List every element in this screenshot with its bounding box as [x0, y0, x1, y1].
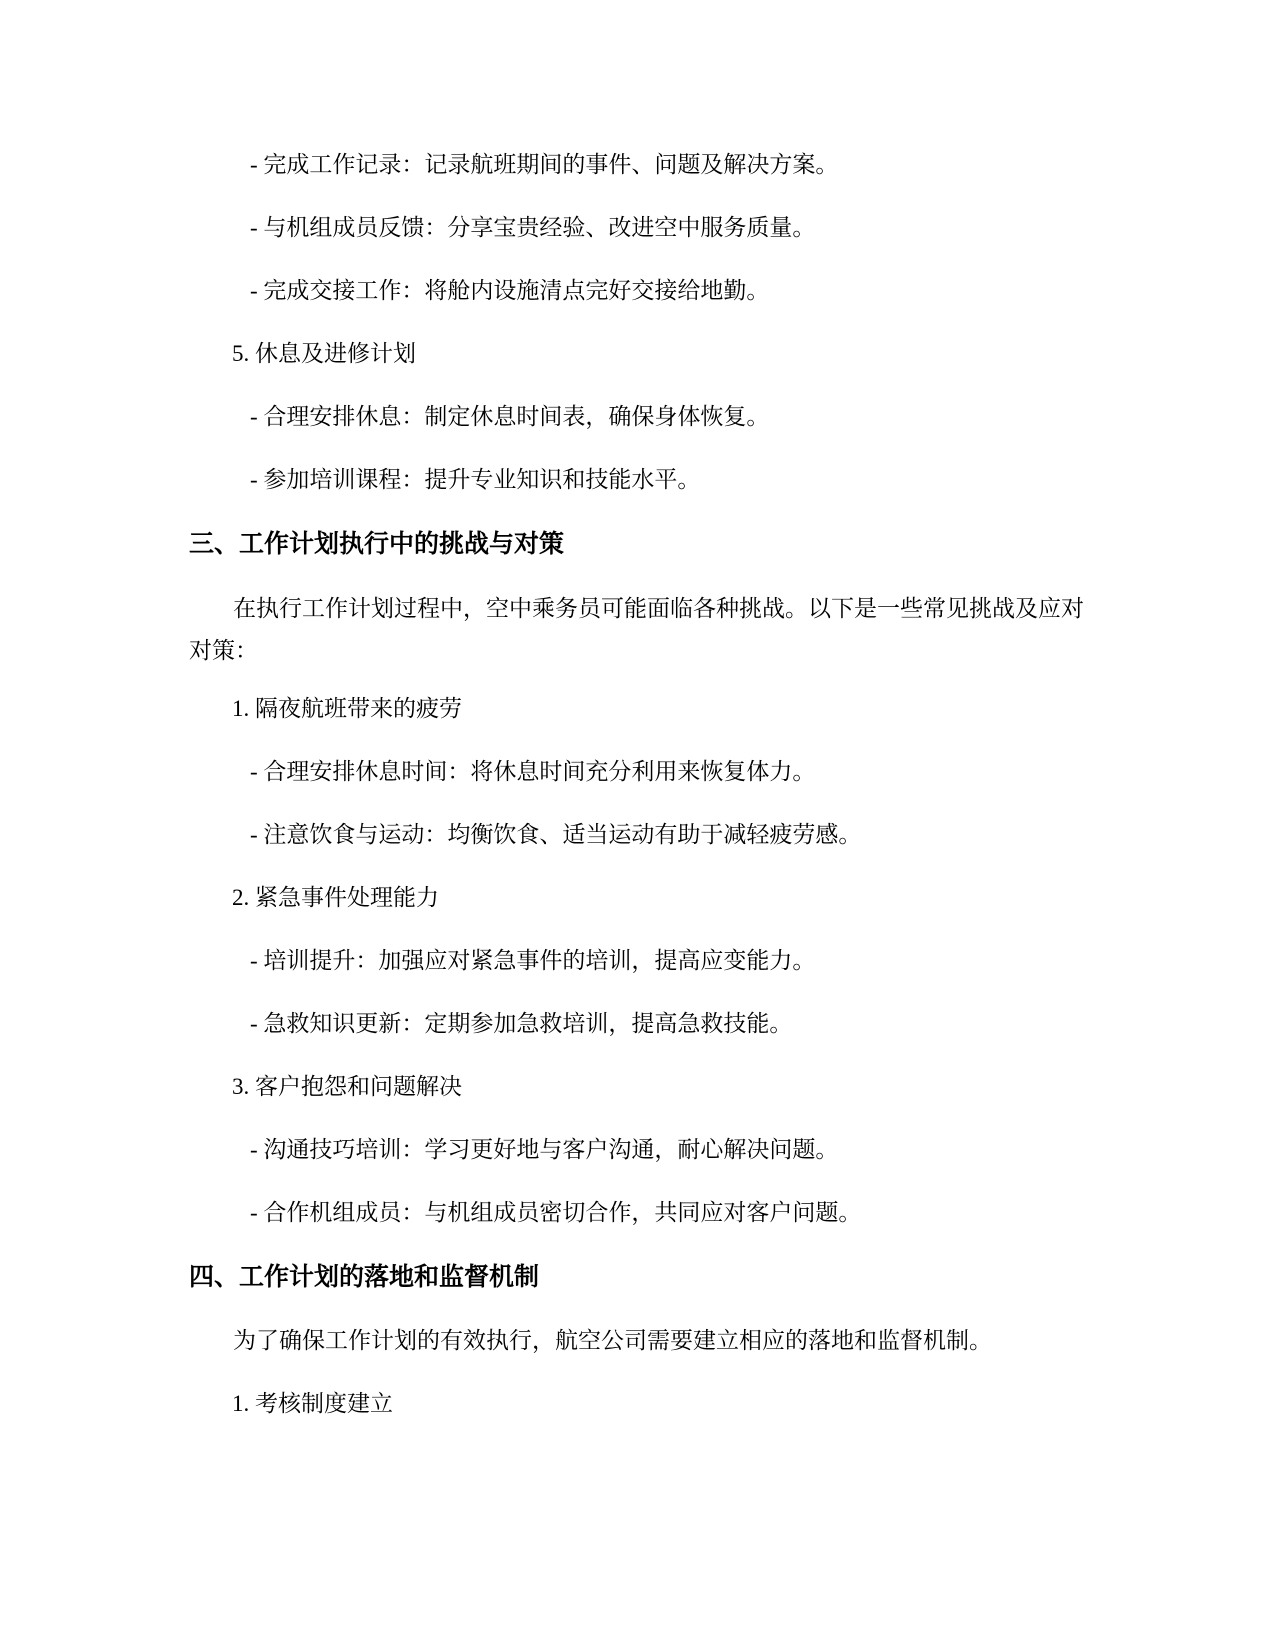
numbered-item-title: 1. 考核制度建立	[232, 1391, 393, 1416]
list-item: - 完成交接工作：将舱内设施清点完好交接给地勤。	[250, 278, 770, 303]
numbered-item-title: 1. 隔夜航班带来的疲劳	[232, 696, 462, 721]
numbered-item-title: 5. 休息及进修计划	[232, 341, 416, 366]
list-item: - 注意饮食与运动：均衡饮食、适当运动有助于减轻疲劳感。	[250, 822, 862, 847]
section-heading: 四、工作计划的落地和监督机制	[189, 1262, 540, 1291]
list-item: - 合作机组成员：与机组成员密切合作，共同应对客户问题。	[250, 1200, 862, 1225]
list-item: - 急救知识更新：定期参加急救培训，提高急救技能。	[250, 1011, 793, 1036]
list-item: - 沟通技巧培训：学习更好地与客户沟通，耐心解决问题。	[250, 1137, 839, 1162]
list-item: - 与机组成员反馈：分享宝贵经验、改进空中服务质量。	[250, 215, 816, 240]
list-item: - 参加培训课程：提升专业知识和技能水平。	[250, 467, 701, 492]
numbered-item-title: 2. 紧急事件处理能力	[232, 885, 439, 910]
paragraph: 在执行工作计划过程中，空中乘务员可能面临各种挑战。以下是一些常见挑战及应对对策：	[189, 596, 1084, 663]
numbered-item-title: 3. 客户抱怨和问题解决	[232, 1074, 462, 1099]
section-heading: 三、工作计划执行中的挑战与对策	[189, 529, 565, 558]
list-item: - 培训提升：加强应对紧急事件的培训，提高应变能力。	[250, 948, 816, 973]
paragraph: 为了确保工作计划的有效执行，航空公司需要建立相应的落地和监督机制。	[233, 1328, 992, 1353]
list-item: - 合理安排休息：制定休息时间表，确保身体恢复。	[250, 404, 770, 429]
list-item: - 完成工作记录：记录航班期间的事件、问题及解决方案。	[250, 152, 839, 177]
list-item: - 合理安排休息时间：将休息时间充分利用来恢复体力。	[250, 759, 816, 784]
